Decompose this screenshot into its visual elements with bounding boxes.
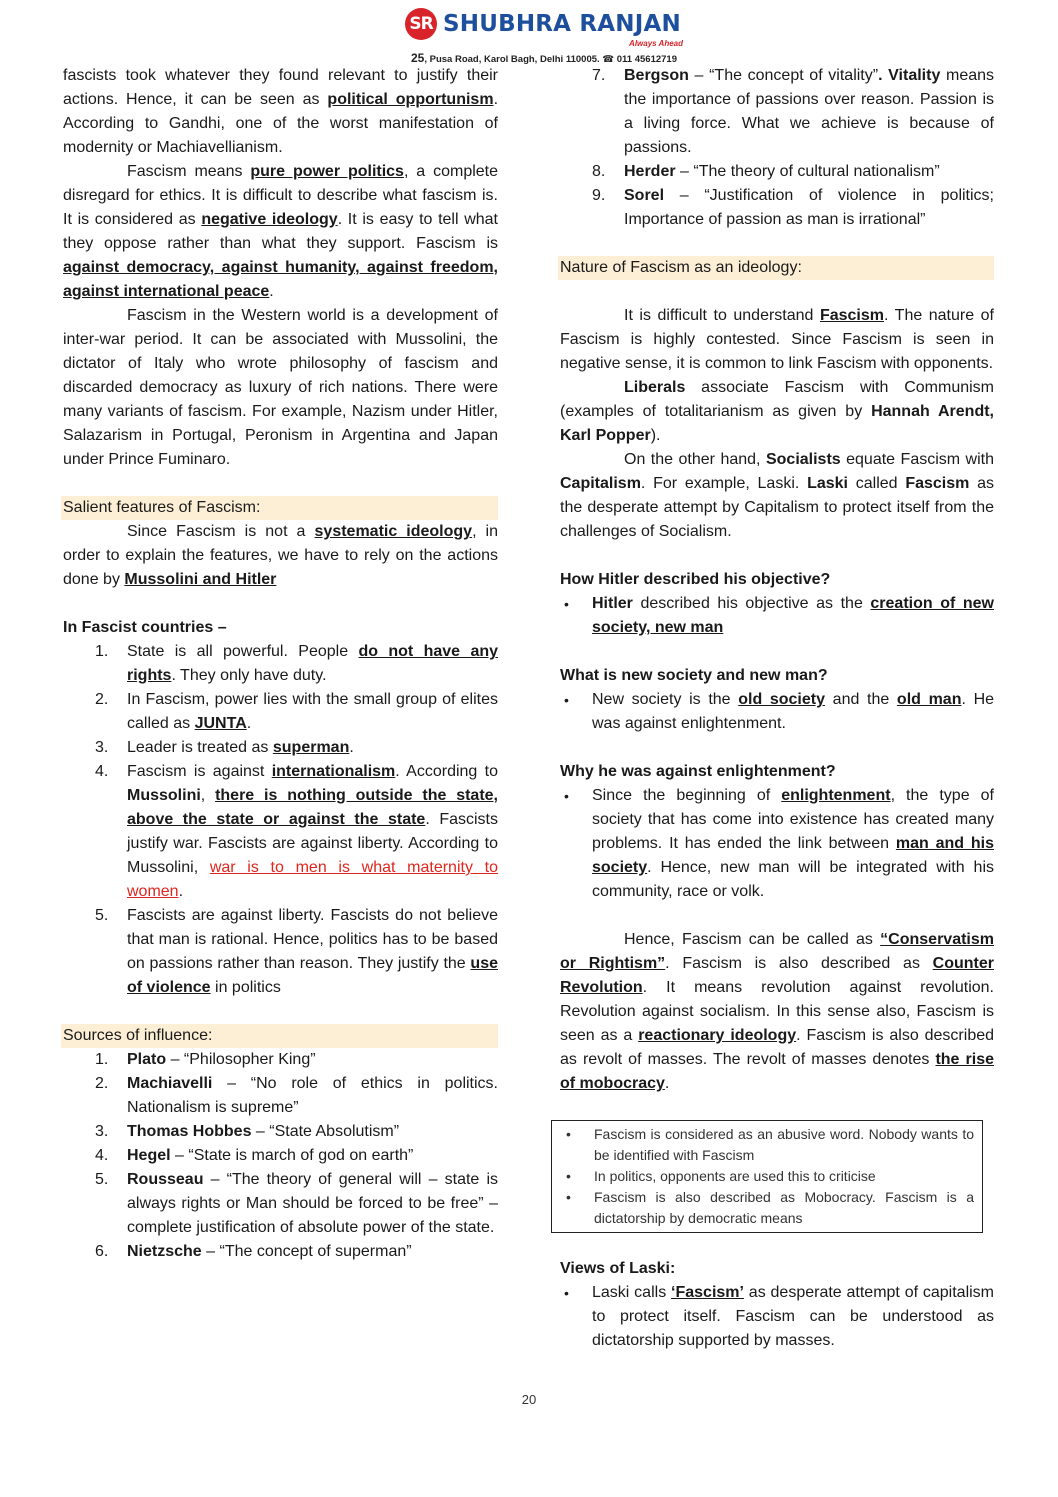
- list-item: • In politics, opponents are used this to criticise: [556, 1166, 974, 1187]
- question-heading: Why he was against enlightenment?: [560, 763, 836, 780]
- sources-list: [63, 1048, 498, 1264]
- section-heading: Sources of influence:: [61, 1024, 498, 1048]
- bullet-list: [560, 784, 994, 904]
- address-text: , Pusa Road, Karol Bagh, Delhi 110005. ☎ 011 45612719: [424, 54, 677, 65]
- brand-name: SHUBHRA RANJAN: [443, 11, 681, 37]
- section-heading: Nature of Fascism as an ideology:: [558, 256, 994, 280]
- list-item: • Fascism is also described as Mobocracy. Fascism is a dictatorship by democratic means: [556, 1187, 974, 1229]
- features-list: [63, 640, 498, 1000]
- page-number: 20: [521, 1392, 537, 1407]
- list-item: 4. Hegel – “State is march of god on earth”: [95, 1147, 414, 1164]
- section-heading: Salient features of Fascism:: [61, 496, 498, 520]
- list-item: • Fascism is considered as an abusive word. Nobody wants to be identified with Fascism: [556, 1124, 974, 1166]
- right-column: [560, 64, 994, 1353]
- list-item: 7. Bergson – “The concept of vitality”. Vitality means the importance of passions over reason. Passion is a living force. What we achieve is because of passions.: [592, 67, 995, 156]
- bullet-list: [560, 592, 994, 640]
- list-item: • New society is the old society and the old man. He was against enlightenment.: [560, 688, 994, 736]
- list-item: 1. State is all powerful. People do not have any rights. They only have duty.: [95, 643, 499, 684]
- list-item: 9. Sorel – “Justification of violence in politics; Importance of passion as man is irrational”: [592, 187, 994, 228]
- brand-tagline: Always Ahead: [629, 39, 683, 48]
- list-item: 3. Thomas Hobbes – “State Absolutism”: [95, 1123, 400, 1140]
- list-item: 5. Fascists are against liberty. Fascists do not believe that man is rational. Hence, politics has to be based on passions rather than reason. They justify the use of violence in politics: [95, 907, 498, 996]
- list-item: • Since the beginning of enlightenment, the type of society that has come into existence has created many problems. It has ended the link between man and his society. Hence, new man will be integrated with his community, race or volk.: [560, 784, 994, 904]
- subheading: In Fascist countries –: [63, 619, 227, 636]
- list-item: • Laski calls ‘Fascism’ as desperate attempt of capitalism to protect itself. Fascism can be understood as dictatorship supported by masses.: [560, 1281, 994, 1353]
- list-item: 8. Herder – “The theory of cultural nationalism”: [592, 163, 940, 180]
- logo-mark: SR: [405, 8, 437, 40]
- address: [411, 51, 677, 65]
- list-item: 3. Leader is treated as superman.: [95, 739, 354, 756]
- list-item: 4. Fascism is against internationalism. According to Mussolini, there is nothing outside the state, above the state or against the state. Fascists justify war. Fascists are against liberty. According to Mussolini, war is to men is what maternity to women.: [95, 763, 499, 900]
- paragraph: fascists took whatever they found relevant to justify their actions. Hence, it can be seen as political opportunism. According to Gandhi, one of the worst manifestation of modernity or Machiavellianism.: [63, 67, 499, 156]
- note-list: [556, 1124, 974, 1229]
- note-box: [551, 1120, 983, 1233]
- question-heading: How Hitler described his objective?: [560, 571, 831, 588]
- paragraph: Hence, Fascism can be called as “Conservatism or Rightism”. Fascism is also described as Counter Revolution. It means revolution against revolution. Revolution against socialism. In this sense also, Fascism is seen as a reactionary ideology. Fascism is also described as revolt of masses. The revolt of masses denotes the rise of mobocracy.: [560, 931, 995, 1092]
- address-number: 25: [411, 51, 425, 65]
- paragraph: It is difficult to understand Fascism. The nature of Fascism is highly contested. Since Fascism is seen in negative sense, it is common to link Fascism with opponents.: [560, 307, 994, 372]
- paragraph: Liberals associate Fascism with Communism (examples of totalitarianism as given by Hannah Arendt, Karl Popper).: [560, 379, 994, 444]
- paragraph: Fascism in the Western world is a development of inter-war period. It can be associated with Mussolini, the dictator of Italy who wrote philosophy of fascism and discarded democracy as luxury of rich nations. There were many variants of fascism. For example, Nazism under Hitler, Salazarism in Portugal, Peronism in Argentina and Japan under Prince Fuminaro.: [63, 307, 498, 468]
- question-heading: What is new society and new man?: [560, 667, 828, 684]
- page-header: [405, 8, 695, 64]
- list-item: 5. Rousseau – “The theory of general will – state is always rights or Man should be forced to be free” – complete justification of absolute power of the state.: [95, 1171, 498, 1236]
- list-item: 1. Plato – “Philosopher King”: [95, 1051, 316, 1068]
- list-item: 2. Machiavelli – “No role of ethics in politics. Nationalism is supreme”: [95, 1075, 498, 1116]
- bullet-list: [560, 1281, 994, 1353]
- sources-list-continued: [560, 64, 994, 232]
- list-item: 6. Nietzsche – “The concept of superman”: [95, 1243, 412, 1260]
- paragraph: Fascism means pure power politics, a complete disregard for ethics. It is difficult to describe what fascism is. It is considered as negative ideology. It is easy to tell what they oppose rather than what they support. Fascism is against democracy, against humanity, against freedom, against international peace.: [63, 163, 499, 300]
- left-column: [63, 64, 498, 1264]
- subheading: Views of Laski:: [560, 1260, 676, 1277]
- list-item: • Hitler described his objective as the creation of new society, new man: [560, 592, 994, 640]
- paragraph: On the other hand, Socialists equate Fascism with Capitalism. For example, Laski. Laski called Fascism as the desperate attempt by Capitalism to protect itself from the challenges of Socialism.: [560, 451, 995, 540]
- paragraph: Since Fascism is not a systematic ideology, in order to explain the features, we have to rely on the actions done by Mussolini and Hitler: [63, 523, 499, 588]
- list-item: 2. In Fascism, power lies with the small group of elites called as JUNTA.: [95, 691, 498, 732]
- bullet-list: [560, 688, 994, 736]
- logo: [405, 8, 695, 40]
